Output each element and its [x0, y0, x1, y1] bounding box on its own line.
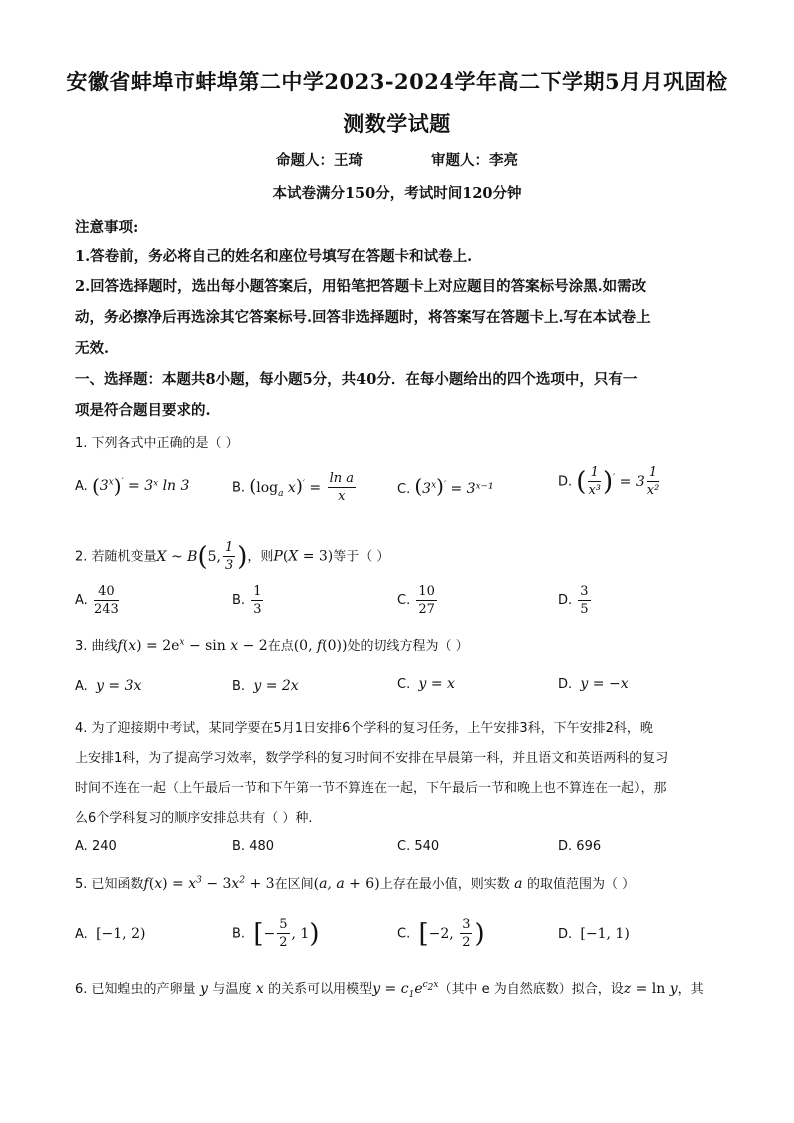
q1-stem: 1. 下列各式中正确的是（ ） — [75, 436, 239, 451]
q3-option-a: A. y = 3x — [75, 678, 142, 694]
exam-title-line1: 安徽省蚌埠市蚌埠第二中学2023-2024学年高二下学期5月月巩固检 — [66, 69, 728, 94]
q1-option-c: C. $(3^x)'$ = 3ˣ⁻¹ — [397, 474, 494, 498]
q6-stem: 6. 已知蝗虫的产卵量 y 与温度 x 的关系可以用模型$y = c_1e^{c_2x}$（其中 e 为自然底数）拟合，设z = ln y，其 — [75, 980, 704, 1000]
q4-stem-line3: 时间不连在一起（上午最后一节和下午第一节不算连在一起，下午最后一节和晚上也不算连在一起），那 — [75, 781, 667, 796]
section1-line2: 项是符合题目要求的. — [75, 402, 211, 419]
q5-variable: a — [509, 876, 527, 892]
q4-option-c: C. 540 — [397, 839, 440, 854]
q6-substitution: z = ln y — [623, 981, 678, 997]
q2-option-c: C. $\frac{10}{27}$ — [397, 584, 435, 617]
section1-line1: 一、选择题：本题共8小题，每小题5分，共40分．在每小题给出的四个选项中，只有一 — [75, 371, 638, 388]
authors-line — [0, 149, 794, 170]
q5-option-a: A. [−1, 2) — [75, 926, 146, 942]
q3-stem: 3. 曲线$f(x) = 2e^x - \sin x - 2$在点(0, f(0))处的切线方程为（ ） — [75, 637, 469, 654]
note-item-2-line2: 动，务必擦净后再选涂其它答案标号.回答非选择题时，将答案写在答题卡上.写在本试卷上 — [75, 309, 651, 326]
q5-stem: 5. 已知函数$f(x) = x^3 - 3x^2 + 3$在区间(a, a + 6)上存在最小值，则实数 a 的取值范围为（ ） — [75, 875, 636, 892]
q3-option-b: B. y = 2x — [232, 678, 299, 694]
q1-option-d: D. ( $\frac{1}{\text{x³}}$ )′ = 3 $\frac{1}{\text{x²}}$ — [558, 465, 660, 498]
q2-option-a: A. $\frac{40}{243}$ — [75, 584, 119, 617]
exam-title-line2: 测数学试题 — [343, 111, 451, 136]
q2-option-b: B. $\frac{1}{3}$ — [232, 584, 262, 617]
q3-function: $f(x) = 2e^x - \sin x - 2$ — [117, 637, 268, 654]
q5-option-b: B. [− $\frac{5}{2}$ , 1) — [232, 917, 320, 950]
q2-option-d: D. $\frac{3}{5}$ — [558, 584, 589, 617]
note-item-1: 1.答卷前，务必将自己的姓名和座位号填写在答题卡和试卷上. — [75, 248, 473, 265]
q4-stem-line4: 么6个学科复习的顺序安排总共有（ ）种. — [75, 811, 313, 826]
q6-model: $y = c_1e^{c_2x}$ — [372, 980, 439, 1000]
q2-probability: P(X = 3) — [273, 548, 334, 565]
exam-info: 本试卷满分150分，考试时间120分钟 — [272, 185, 522, 202]
q5-option-c: C. [−2, $\frac{3}{2}$ ) — [397, 917, 485, 950]
q2-stem: 2. 若随机变量X ~ B(5, $\frac{1}{3}$ )，则P(X = 3)等于（ ） — [75, 540, 390, 573]
q1-option-a: A. $(3^x)'$ = 3ˣ ln 3 — [75, 474, 190, 498]
q4-option-a: A. 240 — [75, 839, 117, 854]
notes-heading: 注意事项: — [75, 219, 139, 236]
q4-stem-line1: 4. 为了迎接期中考试，某同学要在5月1日安排6个学科的复习任务，上午安排3科，下午安排2科，晚 — [75, 721, 653, 736]
q3-point: (0, f(0)) — [293, 638, 348, 654]
q4-option-d: D. 696 — [558, 839, 602, 854]
q1-option-b: B. ($\log_a$ x)′ = $\frac{\text{ln a}}{x}$ — [232, 470, 358, 505]
q5-option-d: D. [−1, 1) — [558, 926, 630, 942]
q1-option-c-expr: $(3^x)'$ = 3ˣ⁻¹ — [414, 474, 494, 498]
note-item-2-line1: 2.回答选择题时，选出每小题答案后，用铅笔把答题卡上对应题目的答案标号涂黑.如需改 — [75, 278, 647, 295]
q1-option-a-expr: $(3^x)'$ = 3ˣ ln 3 — [91, 474, 190, 498]
q1-option-b-expr: ($\log_a$ x)′ = $\frac{\text{ln a}}{x}$ — [249, 471, 354, 504]
q3-option-c: C. y = x — [397, 676, 455, 692]
q4-option-b: B. 480 — [232, 839, 275, 854]
author: 命题人：王琦 — [276, 152, 363, 169]
q5-interval: (a, a + 6) — [313, 876, 380, 892]
reviewer: 审题人：李亮 — [431, 152, 518, 169]
note-item-2-line3: 无效. — [75, 340, 110, 357]
q2-distribution: X ~ B(5, $\frac{1}{3}$ ) — [156, 540, 248, 573]
q5-function: $f(x) = x^3 - 3x^2 + 3$ — [143, 875, 275, 892]
q3-option-d: D. y = −x — [558, 676, 629, 692]
q1-option-d-expr: ( $\frac{1}{\text{x³}}$ )′ = 3 $\frac{1}{\text{x²}}$ — [576, 465, 660, 498]
q4-stem-line2: 上安排1科，为了提高学习效率，数学学科的复习时间不安排在早晨第一科，并且语文和英语两科的复习 — [75, 751, 669, 766]
